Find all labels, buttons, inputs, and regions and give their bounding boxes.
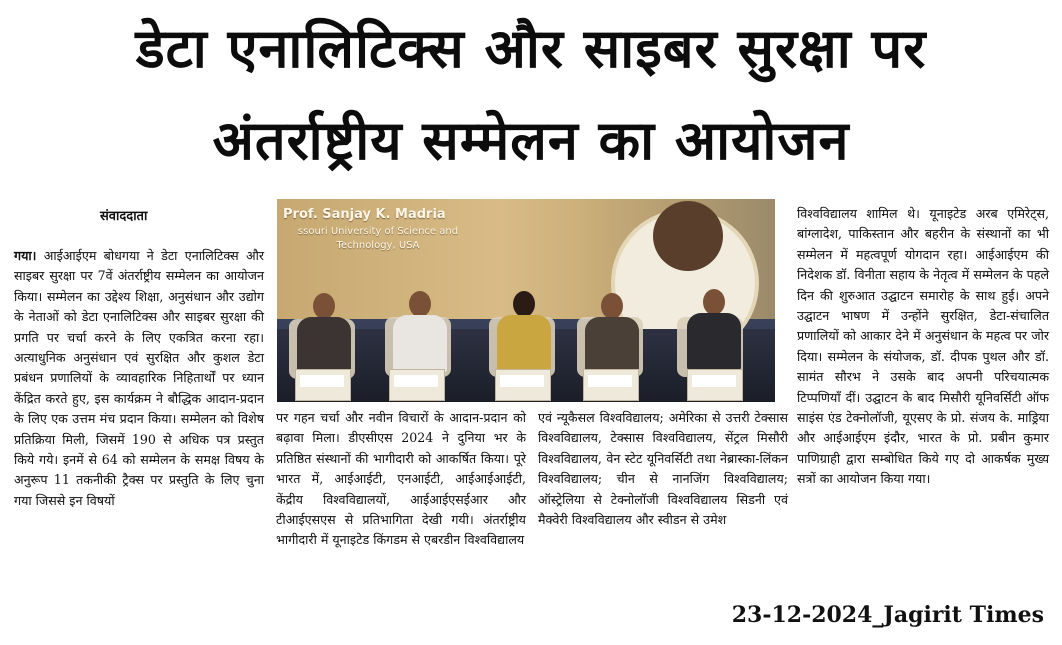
article-column-1 bbox=[14, 246, 264, 511]
headline-line-2: अंतर्राष्ट्रीय सम्मेलन का आयोजन bbox=[212, 109, 850, 172]
nameplate bbox=[300, 375, 344, 387]
article-column-3-text: एवं न्यूकैसल विश्वविद्यालय; अमेरिका से उत्तरी टेक्सास विश्वविद्यालय, टेक्सास विश्वविद्यालय, सेंट्रल मिसौरी विश्वविद्यालय, वेन स्टेट यूनिवर्सिटी तथा नेब्रास्का-लिंकन विश्वविद्यालय; चीन से नानजिंग विश्वविद्यालय; ऑस्ट्रेलिया से टेक्नोलॉजी विश्वविद्यालय सिडनी एवं मैक्वेरी विश्वविद्यालय और स्वीडन से उमेश bbox=[538, 410, 788, 528]
article-column-4 bbox=[797, 204, 1049, 490]
screen-speaker-name: Prof. Sanjay K. Madria bbox=[283, 207, 446, 222]
article-column-4-text: विश्वविद्यालय शामिल थे। यूनाइटेड अरब एमिरेट्स, बांग्लादेश, पाकिस्तान और बहरीन के संस्थानों का भी सम्मेलन में महत्वपूर्ण योगदान रहा। आईआईएम की निदेशक डॉ. विनीता सहाय के नेतृत्व में सम्मेलन के पहले दिन की शुरुआत उद्घाटन समारोह के साथ हुई। अपने उद्घाटन भाषण में उन्होंने सुरक्षित, डेटा-संचालित प्रणालियों को आकार देने में अनुसंधान के महत्व पर जोर दिया। सम्मेलन के संयोजक, डॉ. दीपक पुथल और डॉ. सामंत सौरभ ने उसके बाद अपनी परिचयात्मक टिप्पणियाँ दीं। उद्घाटन के बाद मिसौरी यूनिवर्सिटी ऑफ साइंस एंड टेक्नोलॉजी, यूएसए के प्रो. संजय के. माड्रिया और आईआईएम इंदौर, भारत के प्रो. प्रबीन कुमार पाणिग्राही द्वारा सम्बोधित किये गए दो आकर्षक मुख्य सत्रों का आयोजन किया गया। bbox=[797, 206, 1049, 487]
nameplate bbox=[500, 375, 544, 387]
source-date-footer: 23-12-2024_Jagirit Times bbox=[731, 602, 1044, 628]
speaker-portrait bbox=[653, 201, 723, 271]
byline: संवाददाता bbox=[100, 209, 148, 224]
article-column-2-text: पर गहन चर्चा और नवीन विचारों के आदान-प्रदान को बढ़ावा मिला। डीएसीएस 2024 ने दुनिया भर के प्रतिष्ठित संस्थानों की भागीदारी को आकर्षित किया। पूरे भारत में, आईआईटी, एनआईटी, आईआईआईटी, केंद्रीय विश्वविद्यालयों, आईआईएसईआर और टीआईएसएस से प्रतिभागिता देखी गयी। अंतर्राष्ट्रीय भागीदारी में यूनाइटेड किंगडम से एबरडीन विश्वविद्यालय bbox=[276, 410, 526, 548]
conference-photo bbox=[277, 199, 775, 402]
article-column-1-text: आईआईएम बोधगया ने डेटा एनालिटिक्स और साइबर सुरक्षा पर 7वें अंतर्राष्ट्रीय सम्मेलन का आयोजन किया। सम्मेलन का उद्देश्य शिक्षा, अनुसंधान और उद्योग के नेताओं को डेटा एनालिटिक्स और साइबर सुरक्षा की प्रगति पर चर्चा करने के लिए एकत्रित करना रहा। अत्याधुनिक अनुसंधान एवं सुरक्षित और कुशल डेटा प्रबंधन प्रणालियों के व्यावहारिक निहितार्थों पर ध्यान केंद्रित करते हुए, इस कार्यक्रम ने बौद्धिक आदान-प्रदान के लिए एक उत्तम मंच प्रदान किया। सम्मेलन को विशेष प्रतिक्रिया मिली, जिसमें 190 से अधिक पत्र प्रस्तुत किये गये। इनमें से 64 को सम्मेलन के समक्ष विषय के अनुरूप 11 तकनीकी ट्रैक्स पर प्रस्तुति के लिए चुना गया जिससे इन विषयों bbox=[14, 248, 264, 508]
dateline: गया। bbox=[14, 248, 37, 263]
nameplate bbox=[588, 375, 632, 387]
nameplate bbox=[394, 375, 438, 387]
article-column-3 bbox=[538, 408, 788, 530]
screen-speaker-affiliation: ssouri University of Science and Technology, USA bbox=[297, 226, 459, 251]
nameplate bbox=[692, 375, 736, 387]
headline-line-1: डेटा एनालिटिक्स और साइबर सुरक्षा पर bbox=[135, 17, 927, 80]
article-column-2 bbox=[276, 408, 526, 551]
